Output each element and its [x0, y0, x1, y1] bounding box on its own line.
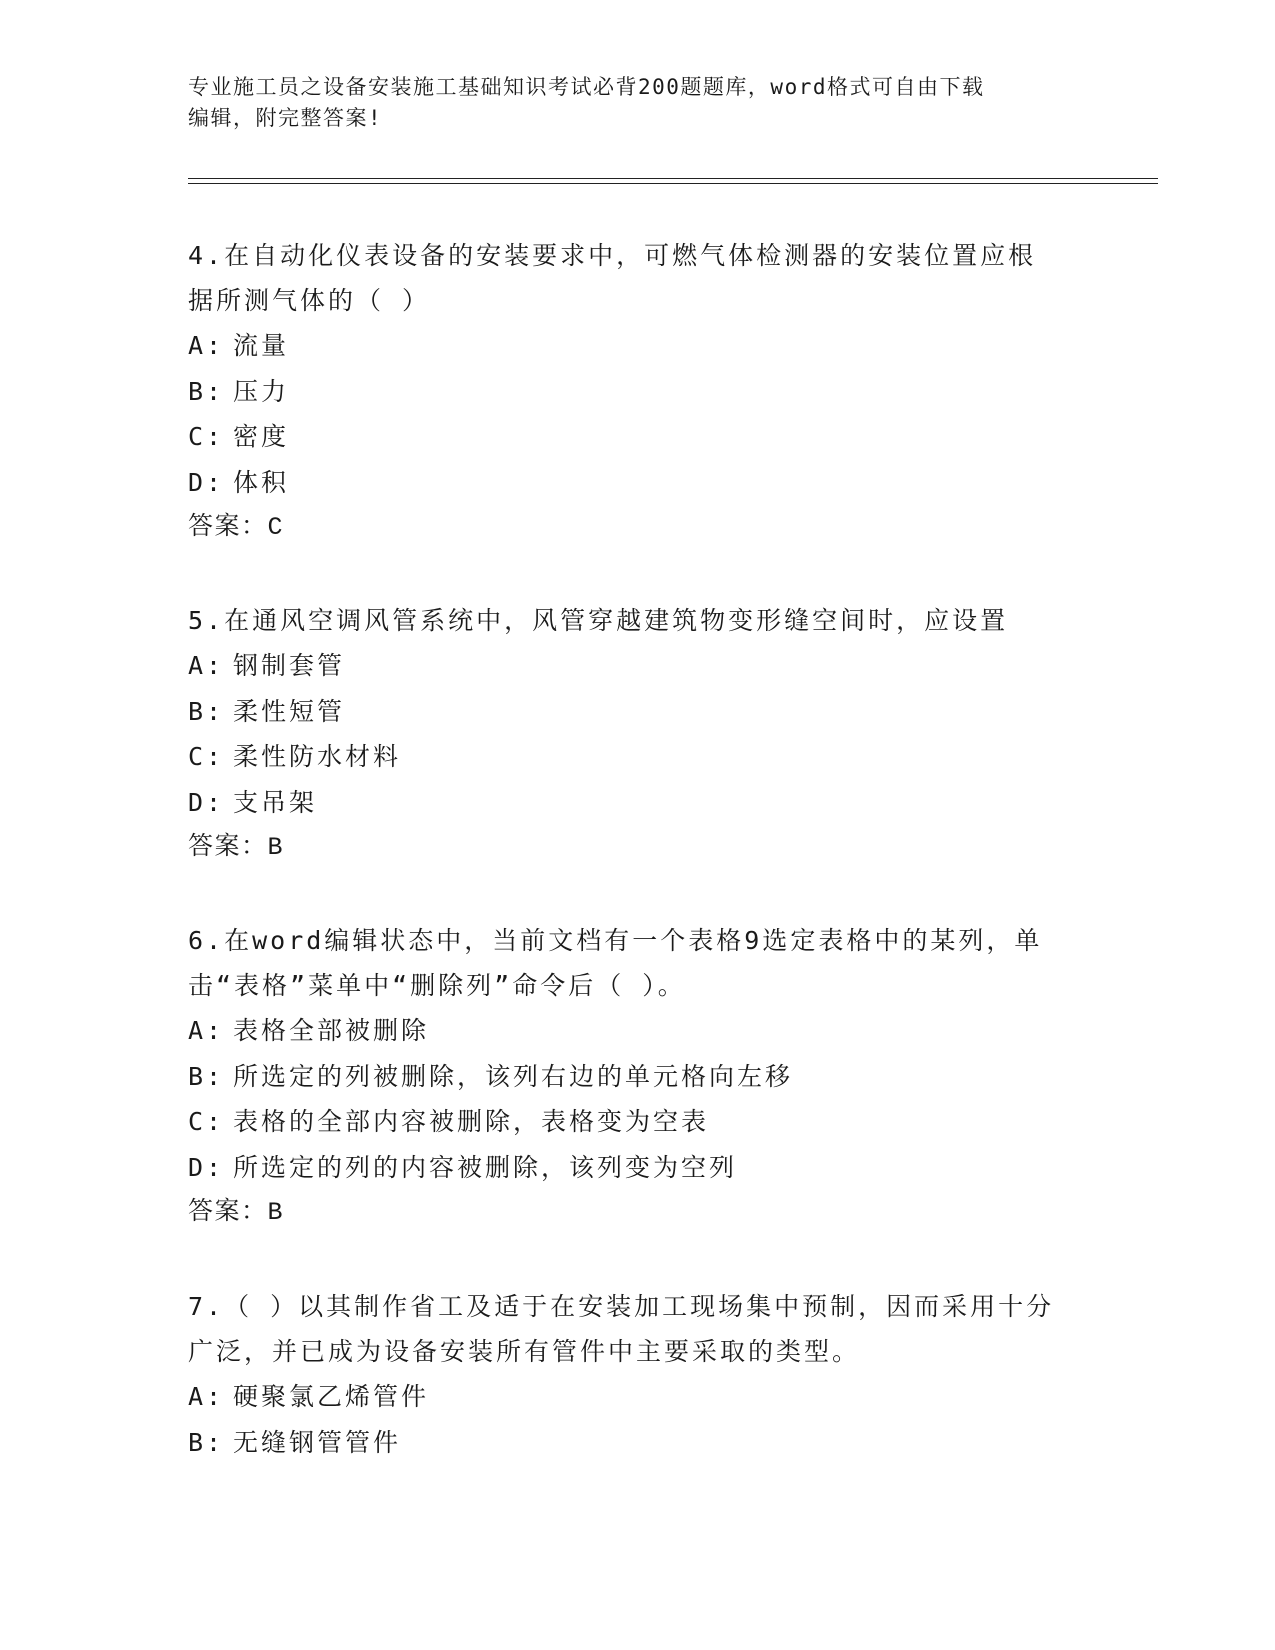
option-b	[188, 369, 1088, 415]
answer-line: 答案：C	[188, 513, 285, 542]
option-b	[188, 1420, 1088, 1466]
answer-line: 答案：B	[188, 833, 285, 862]
option-letter: D:	[188, 467, 225, 497]
question-6	[188, 918, 1088, 1236]
option-letter: C:	[188, 742, 225, 771]
option-text: 柔性短管	[233, 696, 346, 726]
question-stem-line: 据所测气体的（ ）	[188, 286, 431, 315]
option-d	[188, 460, 1088, 506]
option-letter: A:	[188, 1016, 225, 1045]
header-line-2: 编辑，附完整答案!	[188, 106, 383, 130]
answer-line: 答案：B	[188, 1198, 285, 1227]
header-line-1: 专业施工员之设备安装施工基础知识考试必背200题题库，word格式可自由下载	[188, 75, 985, 99]
option-text: 支吊架	[233, 787, 318, 817]
option-a	[188, 323, 1088, 369]
option-text: 钢制套管	[233, 651, 346, 680]
option-a	[188, 643, 1088, 689]
question-stem-line: 6.在word编辑状态中，当前文档有一个表格9选定表格中的某列，单	[188, 926, 1043, 955]
option-c	[188, 734, 1088, 780]
option-text: 无缝钢管管件	[233, 1427, 402, 1457]
header-divider-top	[188, 178, 1158, 179]
option-text: 流量	[233, 331, 290, 360]
option-letter: A:	[188, 331, 225, 360]
option-d	[188, 1145, 1088, 1191]
option-letter: B:	[188, 376, 225, 406]
option-text: 柔性防水材料	[233, 742, 402, 771]
question-stem-line: 5.在通风空调风管系统中，风管穿越建筑物变形缝空间时，应设置	[188, 606, 1009, 635]
question-5	[188, 598, 1088, 871]
question-7	[188, 1284, 1088, 1465]
option-text: 所选定的列被删除，该列右边的单元格向左移	[233, 1061, 794, 1091]
question-stem-line: 7.（ ）以其制作省工及适于在安装加工现场集中预制，因而采用十分	[188, 1292, 1055, 1321]
question-stem-line: 击“表格”菜单中“删除列”命令后（ ）。	[188, 971, 686, 1000]
option-text: 压力	[233, 376, 290, 406]
question-stem-line: 广泛，并已成为设备安装所有管件中主要采取的类型。	[188, 1337, 861, 1366]
document-header	[188, 72, 1068, 134]
option-text: 硬聚氯乙烯管件	[233, 1382, 430, 1411]
option-text: 表格的全部内容被删除，表格变为空表	[233, 1107, 710, 1136]
question-4	[188, 233, 1088, 551]
option-text: 体积	[233, 467, 290, 497]
option-a	[188, 1374, 1088, 1420]
option-b	[188, 1054, 1088, 1100]
option-letter: B:	[188, 1427, 225, 1457]
header-divider-bottom	[188, 183, 1158, 184]
option-letter: D:	[188, 787, 225, 817]
option-letter: A:	[188, 1382, 225, 1411]
option-d	[188, 780, 1088, 826]
option-letter: A:	[188, 651, 225, 680]
option-text: 表格全部被删除	[233, 1016, 430, 1045]
option-a	[188, 1008, 1088, 1054]
option-letter: B:	[188, 1061, 225, 1091]
option-b	[188, 689, 1088, 735]
option-text: 所选定的列的内容被删除，该列变为空列	[233, 1152, 738, 1182]
option-letter: C:	[188, 1107, 225, 1136]
question-stem-line: 4.在自动化仪表设备的安装要求中，可燃气体检测器的安装位置应根	[188, 241, 1037, 270]
option-letter: D:	[188, 1152, 225, 1182]
option-c	[188, 1099, 1088, 1145]
option-c	[188, 414, 1088, 460]
option-letter: B:	[188, 696, 225, 726]
option-text: 密度	[233, 422, 290, 451]
option-letter: C:	[188, 422, 225, 451]
